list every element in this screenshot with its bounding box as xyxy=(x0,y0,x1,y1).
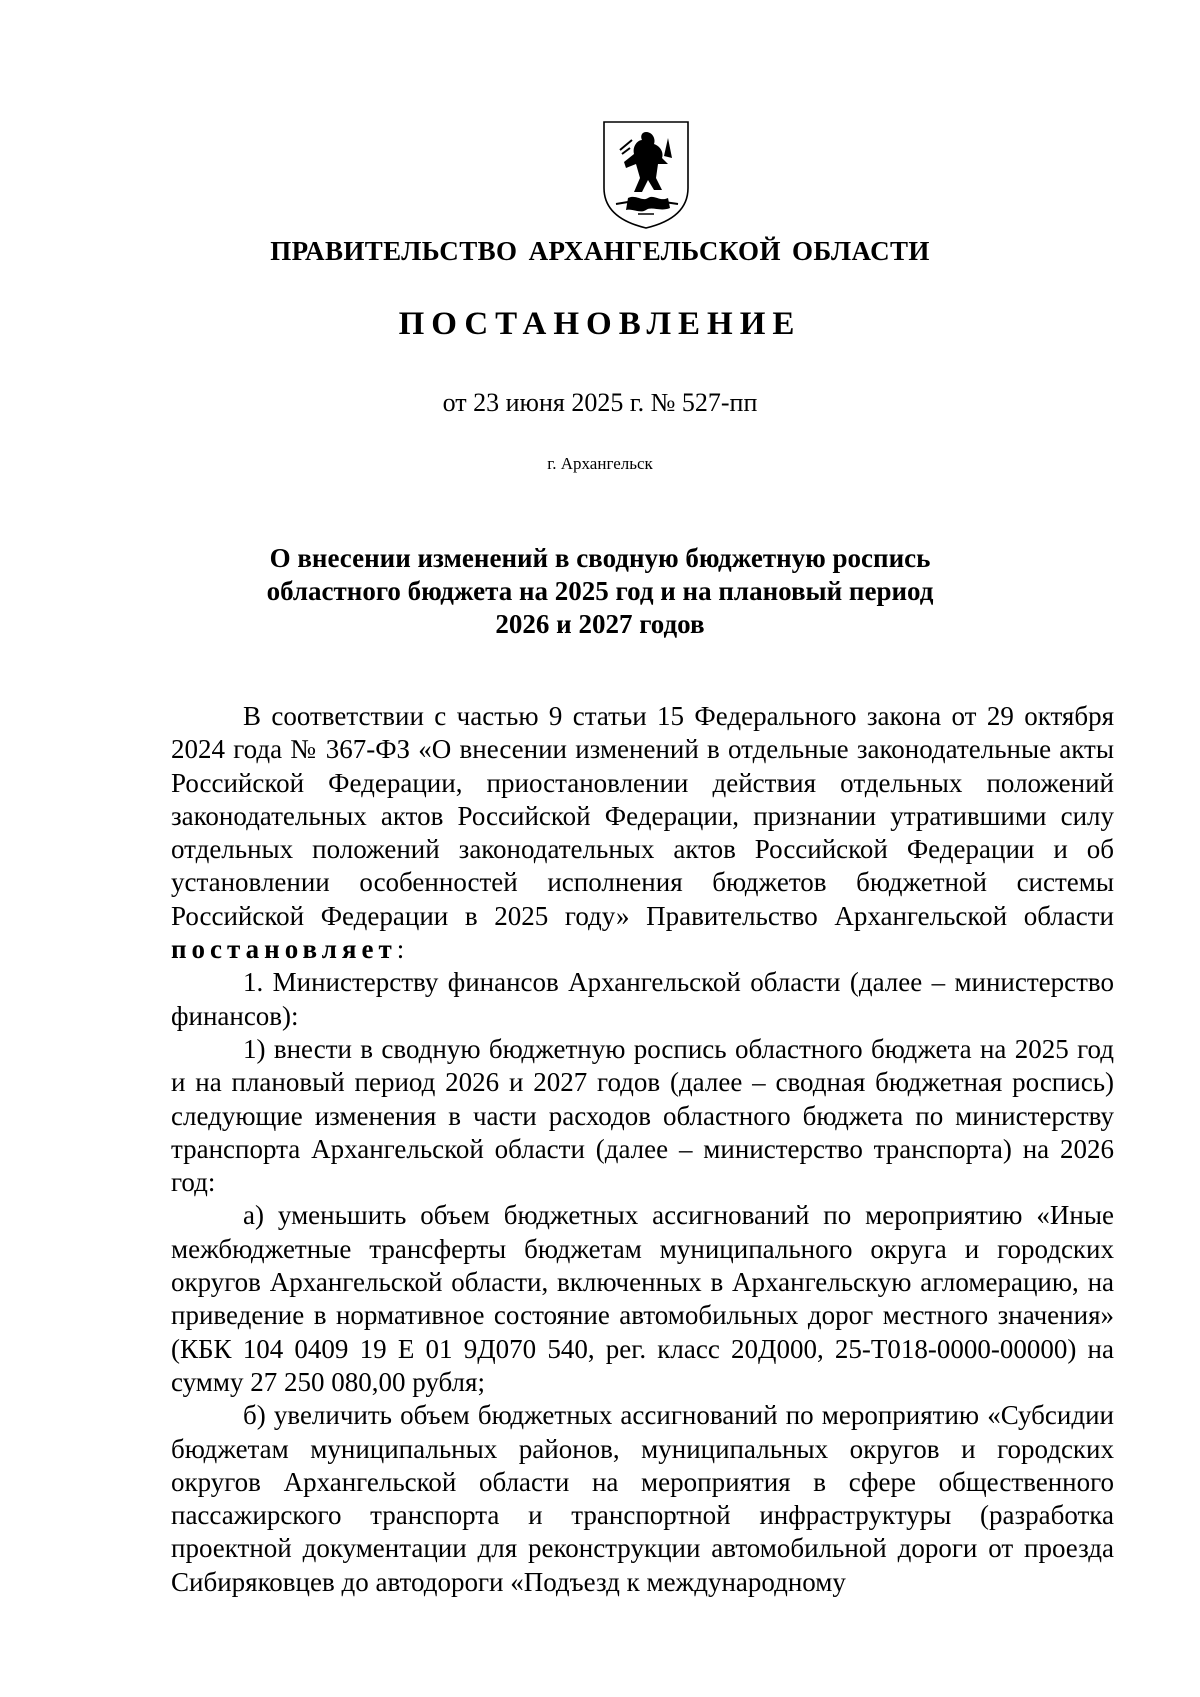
coat-of-arms-emblem xyxy=(598,118,694,230)
subclause-1: 1) внести в сводную бюджетную роспись областного бюджета на 2025 год и на плановый период 2026 и 2027 годов (далее – сводная бюджетная роспись) следующие изменения в части расходов областного бюджета по министерству транспорта Архангельской области (далее – министерство транспорта) на 2026 год: xyxy=(171,1033,1114,1198)
preamble-end: : xyxy=(396,934,405,965)
document-type: ПОСТАНОВЛЕНИЕ xyxy=(398,306,802,342)
title-line: 2026 и 2027 годов xyxy=(495,609,705,639)
preamble-text: В соответствии с частью 9 статьи 15 Федерального закона от 29 октября 2024 года № 367-ФЗ «О внесении изменений в отдельные законодательные акты Российской Федерации, приостановлении действия отдельных положений законодательных актов Российской Федерации, признании утратившими силу отдельных положений законодательных актов Российской Федерации и об установлении особенностей исполнения бюджетов бюджетной системы Российской Федерации в 2025 году» Правительство Архангельской области xyxy=(171,701,1114,931)
government-name: ПРАВИТЕЛЬСТВО АРХАНГЕЛЬСКОЙ ОБЛАСТИ xyxy=(270,236,930,266)
title-line: О внесении изменений в сводную бюджетную роспись xyxy=(269,543,931,573)
clause-1: 1. Министерству финансов Архангельской области (далее – министерство финансов): xyxy=(171,967,1114,1031)
item-a: а) уменьшить объем бюджетных ассигнований по мероприятию «Иные межбюджетные трансферты бюджетам муниципального округа и городских округов Архангельской области, включенных в Архангельскую агломерацию, на приведение в нормативное состояние автомобильных дорог местного значения» (КБК 104 0409 19 Е 01 9Д070 540, рег. класс 20Д000, 25-Т018-0000-00000) на сумму 27 250 080,00 рубля; xyxy=(171,1200,1114,1397)
item-b: б) увеличить объем бюджетных ассигнований по мероприятию «Субсидии бюджетам муниципальных районов, муниципальных округов и городских округов Архангельской области на мероприятия в сфере общественного пассажирского транспорта и транспортной инфраструктуры (разработка проектной документации для реконструкции автомобильной дороги от проезда Сибиряковцев до автодороги «Подъезд к международному xyxy=(171,1400,1114,1597)
date-and-number: от 23 июня 2025 г. № 527-пп xyxy=(442,388,758,417)
title-line: областного бюджета на 2025 год и на плановый период xyxy=(266,576,934,606)
decrees-word: постановляет xyxy=(171,934,397,965)
city: г. Архангельск xyxy=(547,454,653,473)
document-title xyxy=(260,542,940,641)
document-body xyxy=(171,700,1114,1599)
preamble-paragraph xyxy=(171,700,1114,966)
